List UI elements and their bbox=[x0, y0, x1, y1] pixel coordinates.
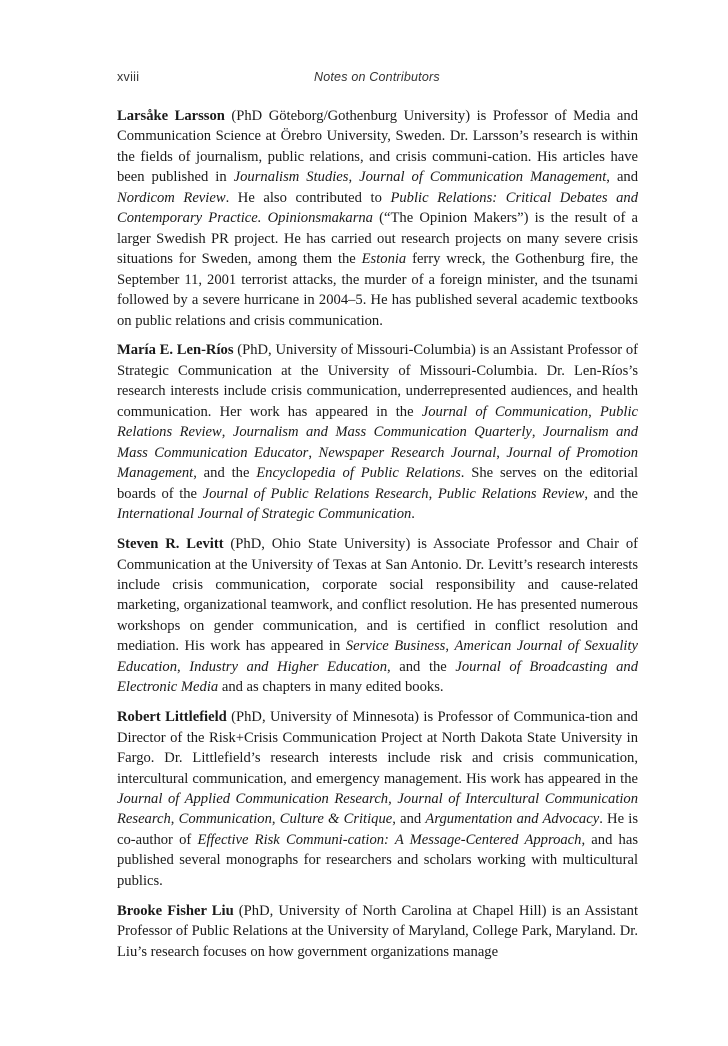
publication-title: Culture & Critique bbox=[279, 811, 393, 828]
publication-title: Journal of Broadcasting and Electronic Media bbox=[117, 658, 639, 696]
bio-text: , bbox=[445, 638, 455, 655]
bio-text: (PhD, University of North Carolina at Chapel Hill) is an Assistant Professor of Public Relations at the University of Maryland, College Park, Maryland. Dr. Liu’s research focuses on how government organizations manage bbox=[117, 902, 638, 960]
publication-title: Communication bbox=[178, 811, 272, 828]
bio-text: and as chapters in many edited books. bbox=[218, 679, 444, 696]
bio-text: , bbox=[221, 424, 233, 441]
bio-text: . He is co-author of bbox=[117, 811, 639, 848]
bio-text: , and bbox=[392, 811, 426, 828]
bio-text: (PhD, Ohio State University) is Associate Professor and Chair of Communication at the University of Texas at San Antonio. Dr. Levitt’s research interests include crisis communication, corporate social responsibility and cause-related marketing, organizational teamwork, and conflict resolution. He has presented numerous workshops on gender communication, and is certified in conflict resolution and mediation. His work has appeared in bbox=[117, 536, 638, 655]
publication-title: Journal of Promotion Management bbox=[117, 444, 639, 482]
publication-title: International Journal of Strategic Communication bbox=[117, 506, 412, 523]
bio-text: , bbox=[531, 424, 543, 441]
bio-text: , bbox=[388, 791, 398, 807]
contributor-entry bbox=[117, 707, 638, 891]
publication-title: Nordicom Review bbox=[117, 189, 226, 206]
publication-title: Industry and Higher Education bbox=[189, 658, 387, 675]
contributor-name: Steven R. Levitt bbox=[117, 536, 224, 553]
running-title: Notes on Contributors bbox=[314, 70, 440, 84]
contributor-entry bbox=[117, 340, 638, 524]
page-number: xviii bbox=[117, 70, 140, 84]
publication-title: Public Relations Review bbox=[437, 485, 585, 502]
contributor-list bbox=[117, 106, 638, 972]
publication-title: Journal of Applied Communication Research bbox=[117, 791, 389, 807]
publication-title: Journalism Studies bbox=[233, 169, 349, 186]
publication-title: Encyclopedia of Public Relations bbox=[256, 465, 461, 482]
bio-text: , bbox=[496, 444, 507, 461]
publication-title: Argumentation and Advocacy bbox=[425, 811, 600, 828]
bio-text: , and the bbox=[193, 465, 257, 482]
bio-text: . He also contributed to bbox=[225, 189, 391, 206]
bio-text: . bbox=[411, 506, 415, 523]
publication-title: Estonia bbox=[361, 251, 407, 268]
bio-text: , bbox=[428, 485, 438, 502]
bio-text: , and bbox=[606, 169, 639, 186]
bio-text: , bbox=[588, 403, 600, 420]
publication-title: Journal of Communication bbox=[421, 403, 589, 420]
bio-text: , bbox=[308, 444, 319, 461]
bio-text: , bbox=[271, 811, 280, 828]
publication-title: Journal of Communication Management bbox=[359, 169, 607, 186]
bio-text: , bbox=[177, 658, 190, 675]
publication-title: American Journal of Sexuality Education bbox=[117, 638, 639, 675]
contributor-name: Robert Littlefield bbox=[117, 709, 227, 726]
bio-text: (“The Opinion Makers”) is the result of a larger Swedish PR project. He has carried out research projects on many severe crisis situations for Sweden, among them the bbox=[117, 210, 638, 268]
contributor-name: María E. Len-Ríos bbox=[117, 342, 234, 359]
publication-title: Journal of Intercultural Communication Research bbox=[117, 791, 639, 828]
publication-title: Public Relations: Critical Debates and Contemporary Practice. Opinionsmakarna bbox=[117, 189, 638, 227]
publication-title: Newspaper Research Journal bbox=[318, 444, 497, 461]
bio-text: , and the bbox=[387, 658, 456, 675]
contributor-name: Larsåke Larsson bbox=[117, 108, 225, 124]
contributor-entry bbox=[117, 901, 638, 962]
publication-title: Service Business bbox=[345, 638, 446, 655]
bio-text: (PhD, University of Missouri-Columbia) is an Assistant Professor of Strategic Communication at the University of Missouri-Columbia. Dr. Len-Ríos’s research interests include crisis communication, underrepresented audiences, and health communication. Her work has appeared in the bbox=[117, 342, 639, 420]
contributor-name: Brooke Fisher Liu bbox=[117, 902, 234, 919]
publication-title: Journal of Public Relations Research bbox=[202, 485, 429, 502]
bio-text: , bbox=[348, 169, 360, 186]
publication-title: Public Relations Review bbox=[117, 403, 638, 441]
bio-text: ferry wreck, the Gothenburg fire, the September 11, 2001 terrorist attacks, the murder of a foreign minister, and the tsunami followed by a severe hurricane in 2004–5. He has published several academic textbooks on public relations and crisis communication. bbox=[117, 251, 638, 329]
bio-text: , and the bbox=[584, 485, 638, 502]
bio-text: (PhD Göteborg/Gothenburg University) is Professor of Media and Communication Science at Örebro University, Sweden. Dr. Larsson’s research is within the fields of journalism, public relations, and crisis communi-cation. His articles have been published in bbox=[117, 108, 638, 186]
bio-text: , bbox=[170, 811, 179, 828]
contributor-entry bbox=[117, 534, 638, 698]
publication-title: Journalism and Mass Communication Quarterly bbox=[232, 424, 532, 441]
publication-title: Effective Risk Communi-cation: A Message-Centered Approach bbox=[197, 831, 582, 848]
bio-text: (PhD, University of Minnesota) is Professor of Communica-tion and Director of the Risk+Crisis Communication Project at North Dakota State University in Fargo. Dr. Littlefield’s research interests include risk and crisis communication, intercultural communication, and emergency management. His work has appeared in the bbox=[117, 709, 638, 787]
contributor-entry bbox=[117, 106, 638, 331]
running-head bbox=[117, 70, 637, 90]
bio-text: , and has published several monographs for researchers and scholars working with multicultural publics. bbox=[117, 831, 638, 889]
bio-text: . She serves on the editorial boards of the bbox=[117, 465, 638, 502]
publication-title: Journalism and Mass Communication Educator bbox=[117, 424, 638, 461]
